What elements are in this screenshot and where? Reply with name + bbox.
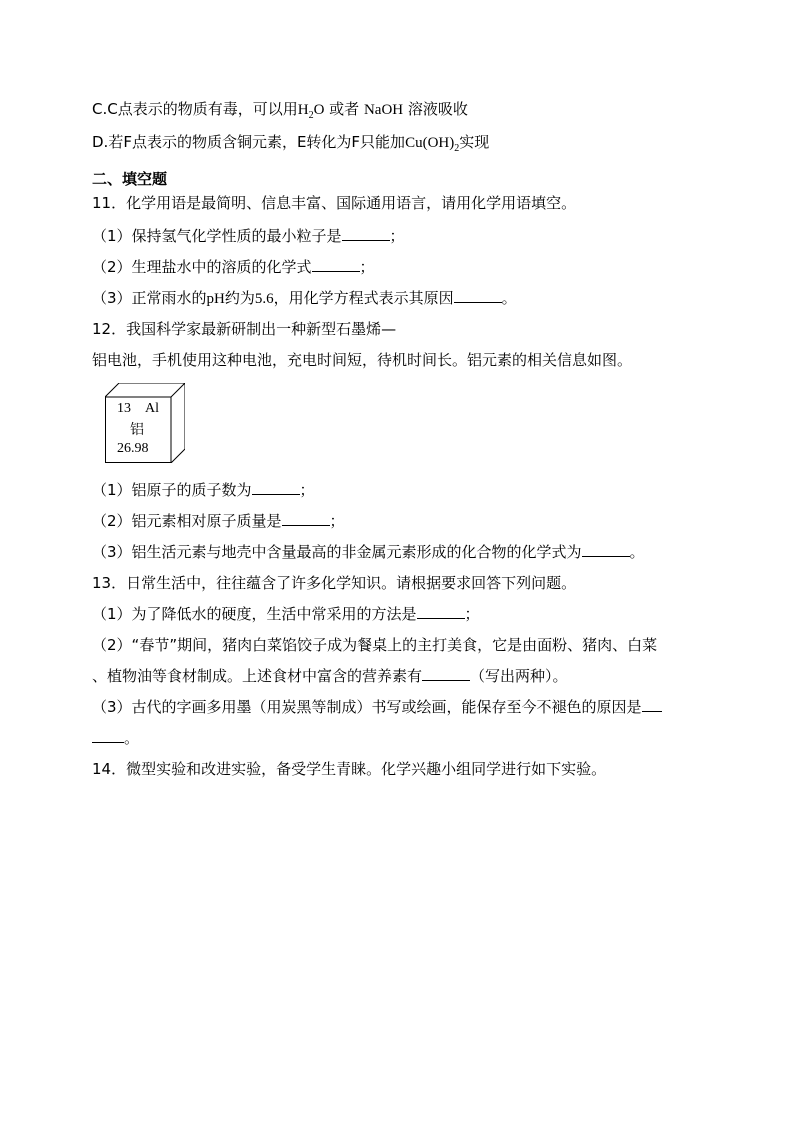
- element-symbol: Al: [145, 401, 159, 416]
- option-d-text-a: D.若F点表示的物质含铜元素，E转化为F只能加: [92, 133, 406, 151]
- q11-part3: [92, 288, 517, 309]
- q11-part1-text: （1）保持氢气化学性质的最小粒子是: [92, 227, 342, 245]
- q12-part3: [92, 542, 645, 562]
- formula-cuoh: Cu(OH): [405, 135, 455, 151]
- option-c-text-c: 溶液吸收: [403, 100, 468, 118]
- q11-part1: [92, 226, 405, 246]
- formula-cuoh2: [405, 135, 460, 154]
- punct: ；: [359, 258, 375, 276]
- q12-part1-text: （1）铝原子的质子数为: [92, 481, 252, 499]
- q14-stem: 14．微型实验和改进实验，备受学生青睐。化学兴趣小组同学进行如下实验。: [92, 760, 607, 778]
- q13-part3: [92, 697, 662, 717]
- subscript-2: 2: [454, 143, 460, 154]
- punct: ；: [299, 481, 315, 499]
- q13-stem: 13．日常生活中，往往蕴含了许多化学知识。请根据要求回答下列问题。: [92, 574, 577, 592]
- q12-part2-text: （2）铝元素相对原子质量是: [92, 512, 282, 530]
- answer-blank-cont[interactable]: [92, 728, 124, 743]
- ph-text: pH: [206, 291, 225, 307]
- subscript-2: 2: [308, 110, 314, 121]
- q13-part2-suffix: （写出两种）。: [470, 667, 568, 685]
- option-c: [92, 99, 468, 122]
- option-d: [92, 132, 489, 155]
- answer-blank[interactable]: [642, 697, 662, 712]
- option-c-text-b: 或者: [324, 100, 364, 118]
- atomic-mass: 26.98: [117, 441, 149, 456]
- q11-part3-text-b: 约为: [224, 289, 255, 307]
- atomic-number: 13: [117, 401, 131, 416]
- formula-o: O: [313, 102, 325, 118]
- q12-part1: [92, 480, 315, 500]
- punct: ；: [464, 605, 480, 623]
- answer-blank[interactable]: [282, 511, 330, 526]
- q11-part2-text: （2）生理盐水中的溶质的化学式: [92, 258, 312, 276]
- element-name: 铝: [130, 422, 144, 438]
- answer-blank[interactable]: [342, 226, 390, 241]
- q11-part3-text-a: （3）正常雨水的: [92, 289, 207, 307]
- element-card: [105, 383, 185, 463]
- q13-part2-b: [92, 666, 568, 686]
- answer-blank[interactable]: [312, 257, 360, 272]
- answer-blank[interactable]: [582, 542, 630, 557]
- section-title: 二、填空题: [92, 170, 168, 188]
- option-c-text-a: C.C点表示的物质有毒，可以用: [92, 100, 298, 118]
- answer-blank[interactable]: [417, 604, 465, 619]
- punct: 。: [501, 289, 517, 307]
- q13-part1-text: （1）为了降低水的硬度，生活中常采用的方法是: [92, 605, 417, 623]
- option-d-text-b: 实现: [459, 133, 490, 151]
- q11-part2: [92, 257, 375, 277]
- q13-part2-text: 、植物油等食材制成。上述食材中富含的营养素有: [92, 667, 423, 685]
- q13-part1: [92, 604, 480, 624]
- q12-part2: [92, 511, 345, 531]
- q13-part2-a: （2）“春节”期间，猪肉白菜馅饺子成为餐桌上的主打美食，它是由面粉、猪肉、白菜: [92, 636, 658, 654]
- q12-stem-1: 12．我国科学家最新研制出一种新型石墨烯—: [92, 320, 397, 338]
- formula-h: H: [297, 102, 309, 118]
- punct: 。: [124, 729, 140, 747]
- punct: ；: [389, 227, 405, 245]
- ph-value: 5.6: [254, 291, 274, 307]
- answer-blank[interactable]: [422, 666, 470, 681]
- formula-h2o: [297, 102, 325, 121]
- q11-stem: 11．化学用语是最简明、信息丰富、国际通用语言，请用化学用语填空。: [92, 194, 577, 212]
- q12-stem-2: 铝电池，手机使用这种电池，充电时间短，待机时间长。铝元素的相关信息如图。: [92, 351, 633, 369]
- q13-part3-cont: [92, 728, 139, 748]
- q13-part3-text: （3）古代的字画多用墨（用炭黑等制成）书写或绘画，能保存至今不褪色的原因是: [92, 698, 642, 716]
- formula-naoh: NaOH: [363, 102, 404, 118]
- punct: ；: [329, 512, 345, 530]
- answer-blank[interactable]: [454, 288, 502, 303]
- punct: 。: [629, 543, 645, 561]
- q11-part3-text-c: ，用化学方程式表示其原因: [273, 289, 454, 307]
- q12-part3-text: （3）铝生活元素与地壳中含量最高的非金属元素形成的化合物的化学式为: [92, 543, 582, 561]
- answer-blank[interactable]: [252, 480, 300, 495]
